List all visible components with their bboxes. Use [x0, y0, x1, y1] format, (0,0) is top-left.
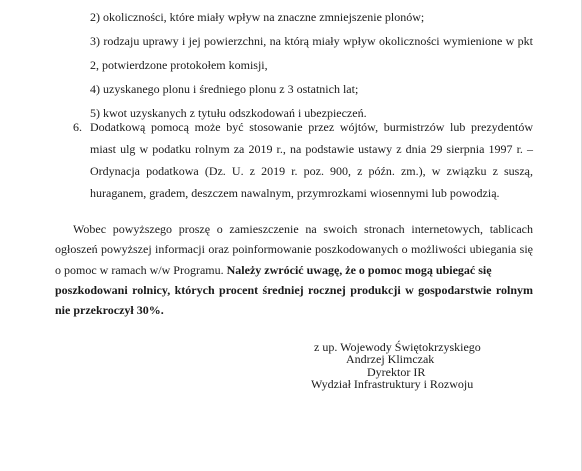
point-6-line-1: Dodatkową pomocą może być stosowanie przez wójtów, burmistrzów lub prezydentów	[90, 120, 533, 134]
request-line-3	[55, 260, 492, 280]
request-line-4: poszkodowani rolnicy, których procent średniej rocznej produkcji w gospodarstwie rolnym	[55, 283, 533, 297]
point-6-line-4: huraganem, gradem, deszczem nawalnym, przymrozkami wiosennymi lub powodzią.	[90, 186, 500, 200]
list-item-4: 4) uzyskanego plonu i średniego plonu z 3 ostatnich lat;	[90, 82, 359, 96]
list-item-2: 2) okoliczności, które miały wpływ na znaczne zmniejszenie plonów;	[90, 10, 425, 24]
list-item-5: 5) kwot uzyskanych z tytułu odszkodowań i ubezpieczeń.	[90, 106, 367, 120]
point-6-number: 6.	[73, 120, 82, 134]
point-6-line-2: miast ulg w podatku rolnym za 2019 r., na podstawie ustawy z dnia 29 sierpnia 1997 r. –	[90, 142, 533, 156]
request-line-1: Wobec powyższego proszę o zamieszczenie na swoich stronach internetowych, tablicach	[73, 222, 533, 236]
point-6-line-3: Ordynacja podatkowa (Dz. U. z 2019 r. poz. 900, z późn. zm.), w związku z suszą,	[90, 164, 533, 178]
signature-line-4: Wydział Infrastruktury i Rozwoju	[311, 377, 474, 391]
list-item-3-line-1: 3) rodzaju uprawy i jej powierzchni, na którą miały wpływ okoliczności wymienione w pkt	[90, 34, 533, 48]
signature-line-3: Dyrektor IR	[367, 365, 426, 379]
request-line-2: ogłoszeń powyższej informacji oraz poinformowanie poszkodowanych o możliwości ubiegania się	[55, 242, 533, 256]
signature-line-1: z up. Wojewody Świętokrzyskiego	[314, 340, 481, 354]
signature-line-2: Andrzej Klimczak	[346, 352, 435, 366]
request-line-3-normal: o pomoc w ramach w/w Programu.	[55, 263, 224, 277]
list-item-3-line-2: 2, potwierdzone protokołem komisji,	[90, 58, 268, 72]
request-line-5: nie przekroczył 30%.	[55, 303, 164, 317]
request-line-3-bold: Należy zwrócić uwagę, że o pomoc mogą ubiegać się	[226, 263, 492, 277]
